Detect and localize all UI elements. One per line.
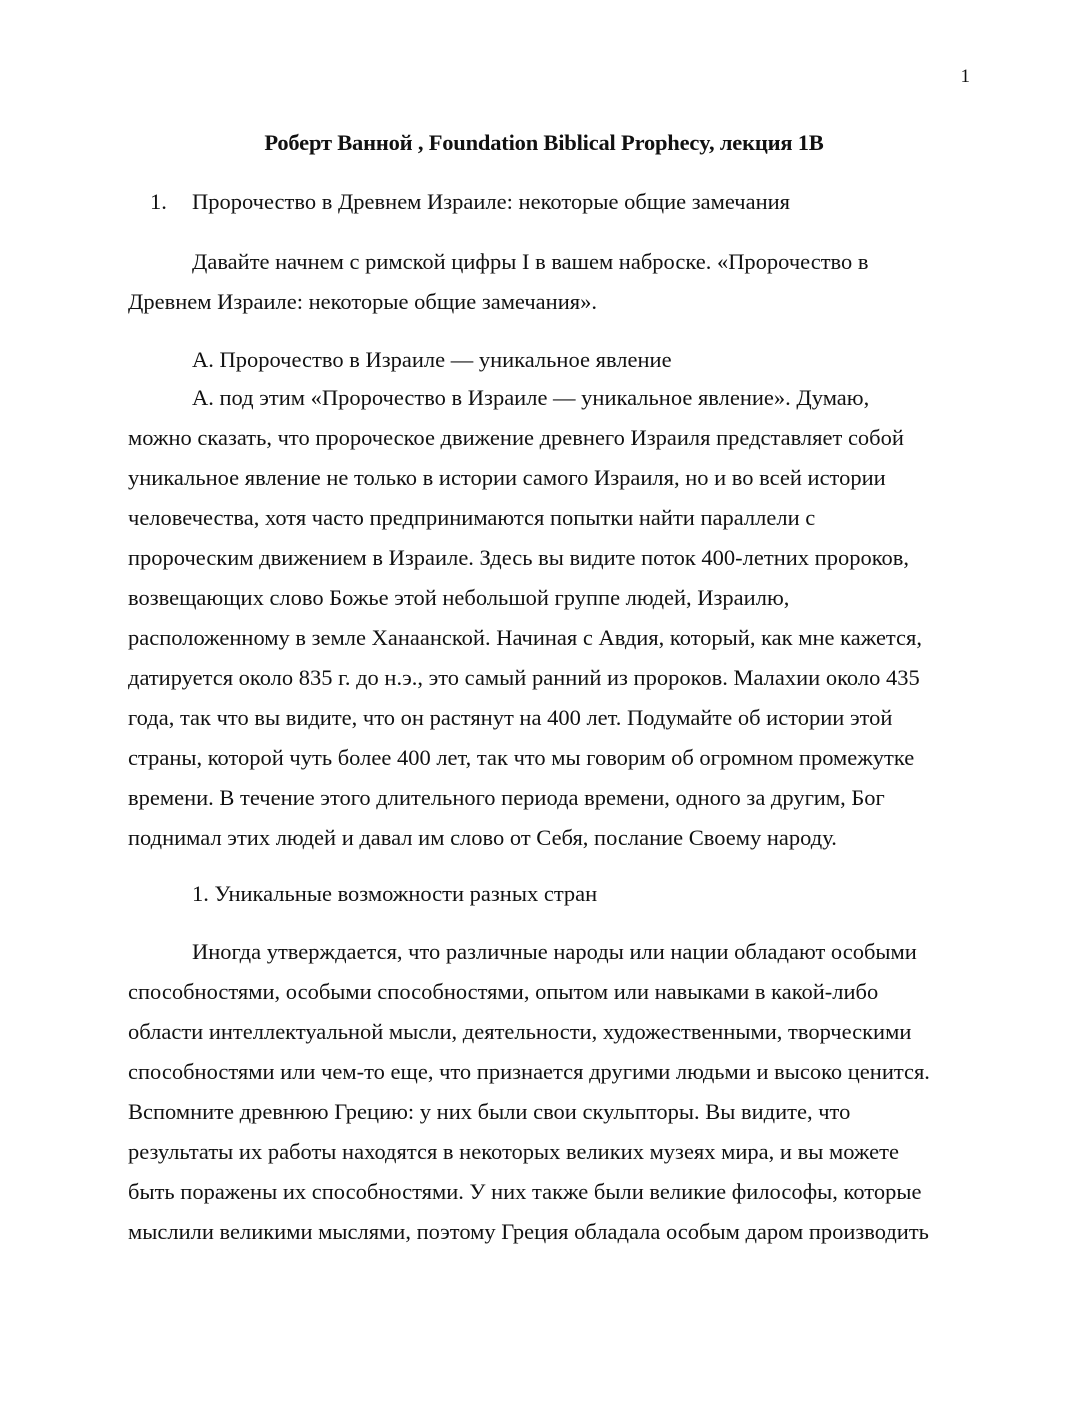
paragraph-line: времени. В течение этого длительного периода времени, одного за другим, Бог [128,785,885,810]
paragraph-line: быть поражены их способностями. У них также были великие философы, которые [128,1179,922,1204]
paragraph-line: результаты их работы находятся в некоторых великих музеях мира, и вы можете [128,1139,899,1164]
page-number: 1 [960,66,970,87]
subsection-heading: 1. Уникальные возможности разных стран [192,881,598,906]
paragraph-line: датируется около 835 г. до н.э., это самый ранний из пророков. Малахии около 435 [128,665,920,690]
section-number: 1. [150,189,167,214]
subsection-heading: А. Пророчество в Израиле — уникальное явление [192,347,672,372]
paragraph-line: человечества, хотя часто предпринимаются попытки найти параллели с [128,505,816,530]
paragraph-line: способностями, особыми способностями, опытом или навыками в какой-либо [128,979,879,1004]
paragraph-line: расположенному в земле Ханаанской. Начиная с Авдия, который, как мне кажется, [128,625,922,650]
paragraph-line: способностями или чем-то еще, что признается другими людьми и высоко ценится. [128,1059,930,1084]
paragraph-line: Древнем Израиле: некоторые общие замечания». [128,289,597,314]
paragraph-line: Иногда утверждается, что различные народы или нации обладают особыми [192,939,917,964]
paragraph-line: можно сказать, что пророческое движение древнего Израиля представляет собой [128,425,904,450]
paragraph-line: поднимал этих людей и давал им слово от Себя, послание Своему народу. [128,825,837,850]
document-title: Роберт Ванной , Foundation Biblical Prophecy, лекция 1B [264,130,824,155]
paragraph-line: возвещающих слово Божье этой небольшой группе людей, Израилю, [128,585,790,610]
paragraph-line: Вспомните древнюю Грецию: у них были свои скульпторы. Вы видите, что [128,1099,851,1124]
section-heading: Пророчество в Древнем Израиле: некоторые общие замечания [192,189,791,214]
paragraph-line: области интеллектуальной мысли, деятельности, художественными, творческими [128,1019,912,1044]
paragraph-line: уникальное явление не только в истории самого Израиля, но и во всей истории [128,465,886,490]
paragraph-line: пророческим движением в Израиле. Здесь вы видите поток 400-летних пророков, [128,545,910,570]
paragraph-line: страны, которой чуть более 400 лет, так что мы говорим об огромном промежутке [128,745,915,770]
paragraph-line: А. под этим «Пророчество в Израиле — уникальное явление». Думаю, [192,385,870,410]
paragraph-line: мыслили великими мыслями, поэтому Греция обладала особым даром производить [128,1219,929,1244]
paragraph-line: года, так что вы видите, что он растянут на 400 лет. Подумайте об истории этой [128,705,893,730]
paragraph-line: Давайте начнем с римской цифры I в вашем наброске. «Пророчество в [192,249,869,274]
